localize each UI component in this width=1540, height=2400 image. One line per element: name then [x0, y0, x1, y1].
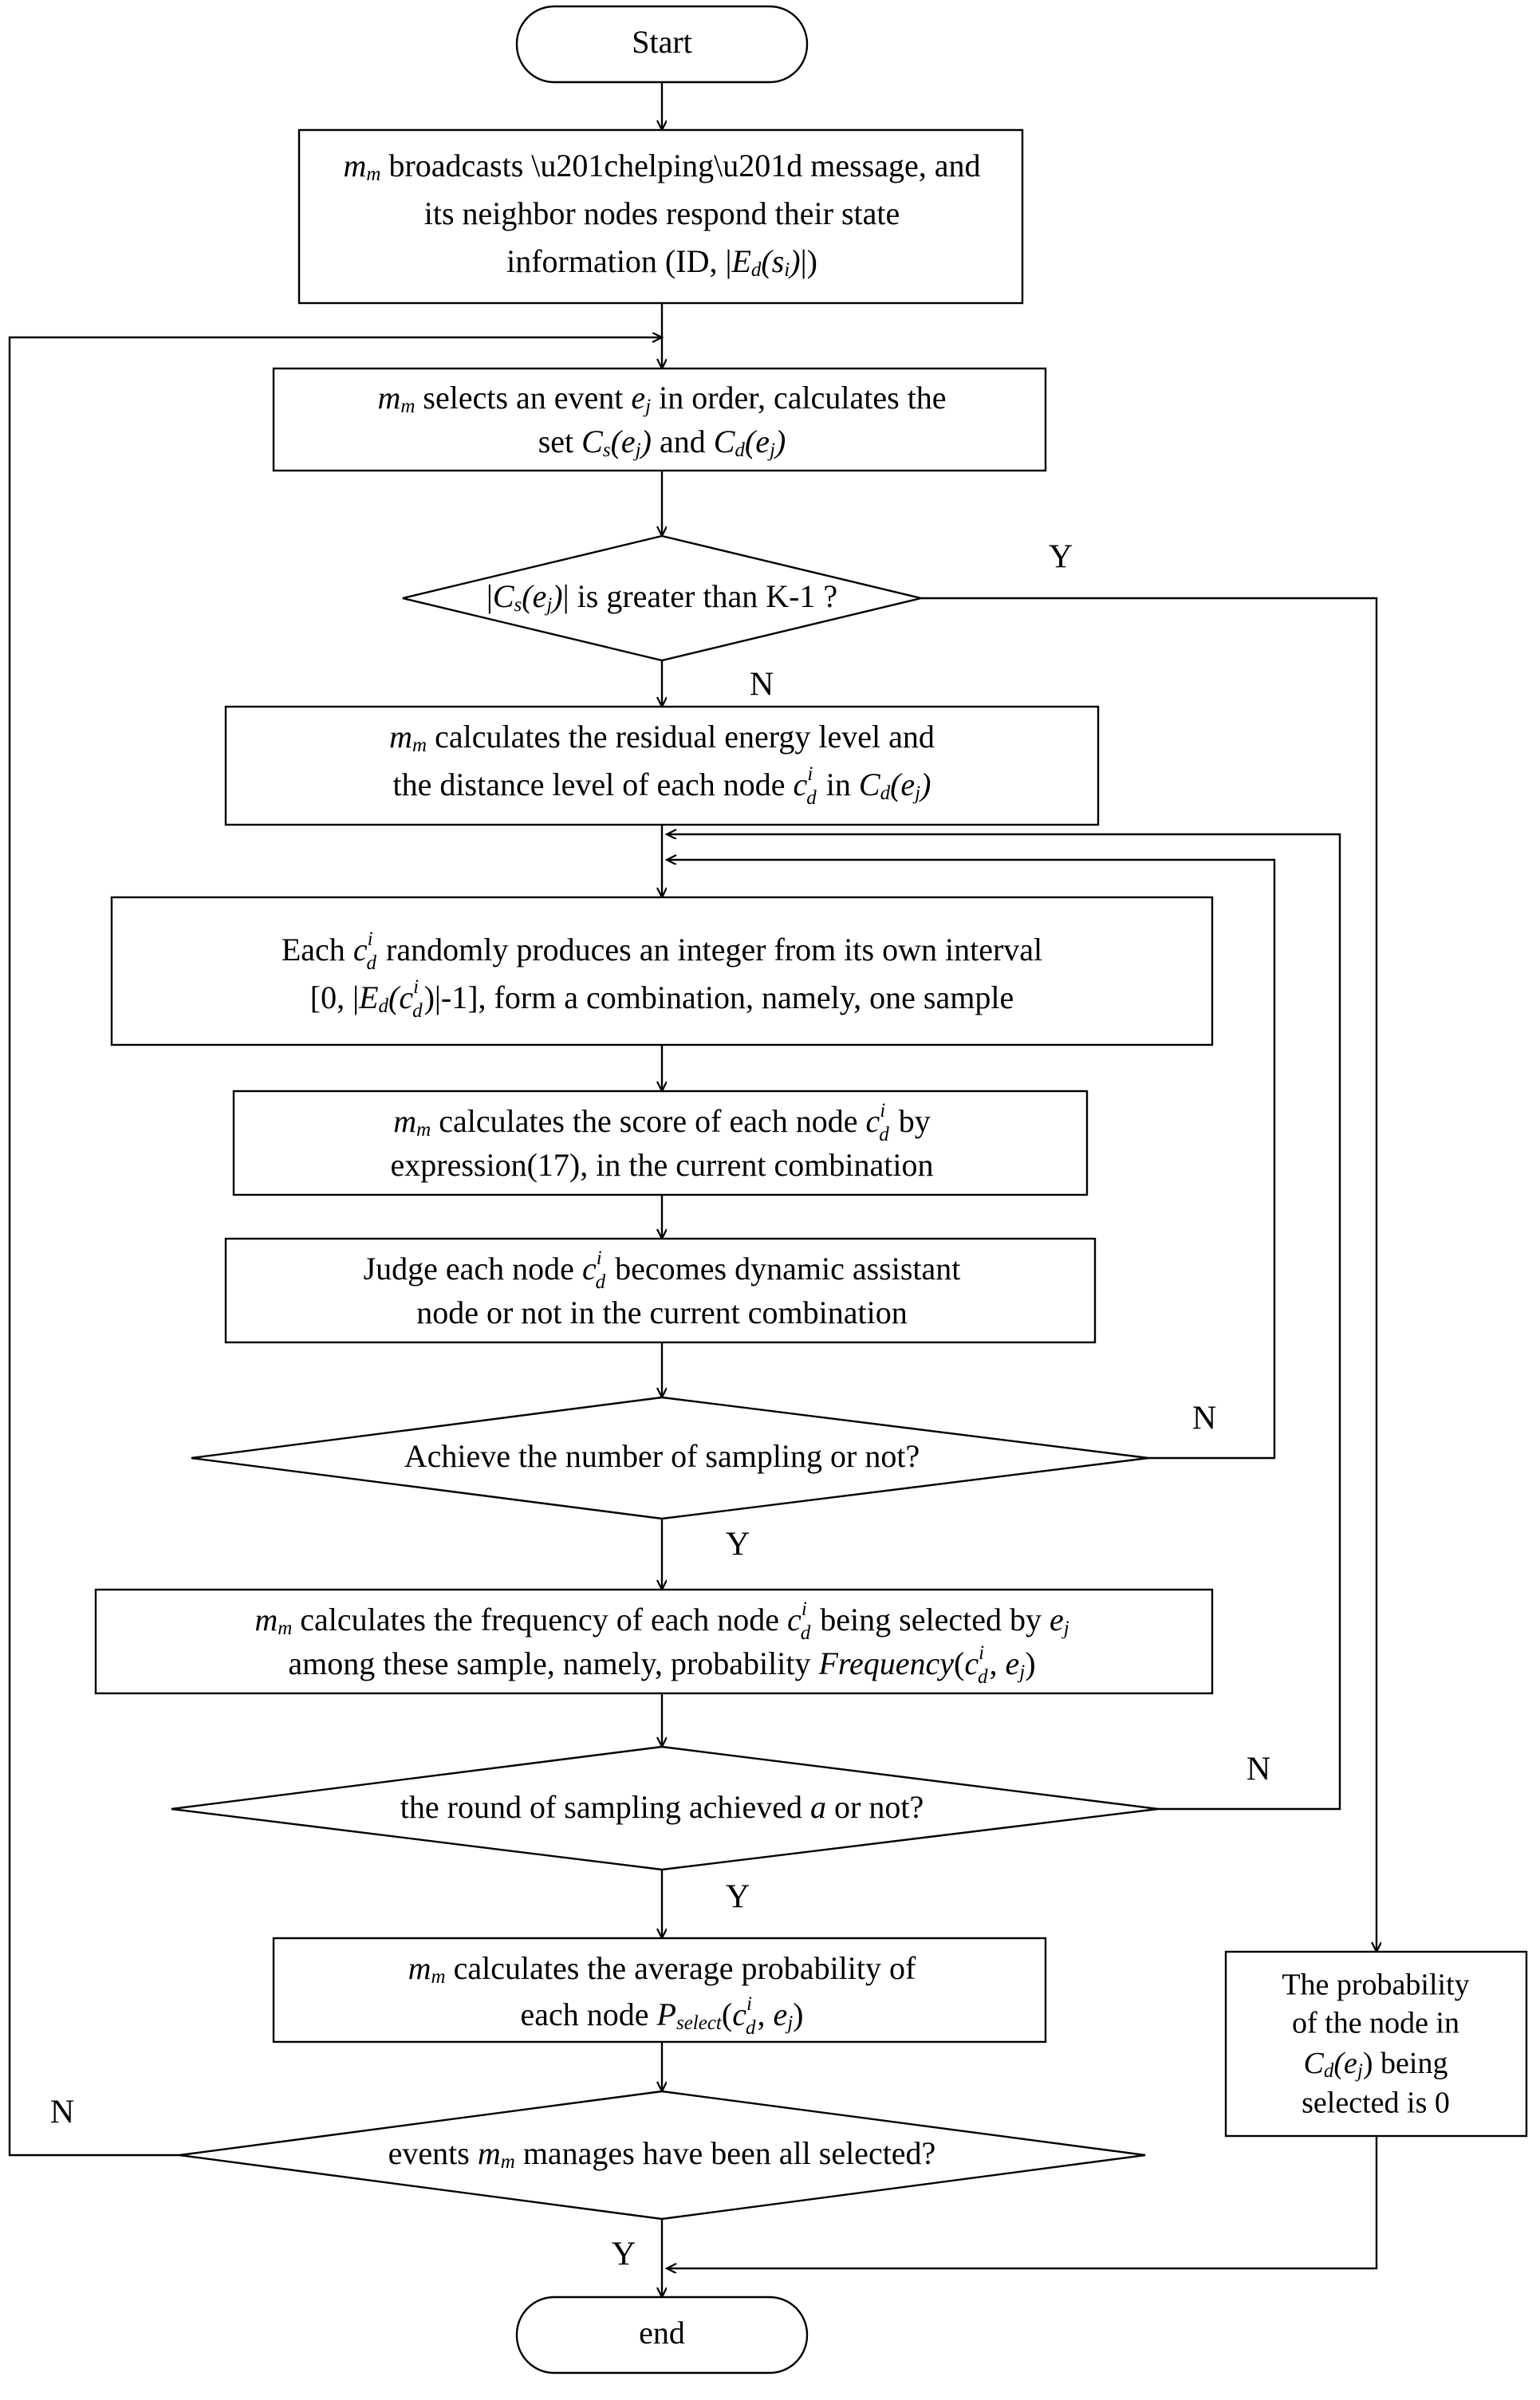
node-decide-all-events-label: events $m_m$ manages have been all selected? — [388, 2135, 936, 2173]
node-random-integer-line2: [0, $|E_d(c^i$ d)|-1], form a combination, namely, one sample — [309, 975, 1014, 1022]
node-judge-line1: Judge each node $c^i$ d becomes dynamic assistant — [363, 1247, 961, 1293]
node-select-event-line1: $m_m$ selects an event $e_j$ in order, calculates the — [377, 380, 947, 417]
node-residual-energy-line1: $m_m$ calculates the residual energy level and — [389, 719, 935, 756]
node-broadcast-line2: its neighbor nodes respond their state — [423, 195, 900, 232]
node-random-integer-line1: Each $c^i$ d randomly produces an integer from its own interval — [281, 928, 1043, 974]
node-decide-round-label: the round of sampling achieved a or not? — [400, 1789, 924, 1826]
node-decide-sampling-label: Achieve the number of sampling or not? — [404, 1438, 920, 1475]
node-score-line2: expression(17), in the current combination — [390, 1147, 934, 1184]
edge-label-sampling-no: N — [1191, 1400, 1217, 1437]
edge-label-k-no: N — [749, 666, 774, 703]
node-select-event-line2: set $C_s(e_j)$ and $C_d(e_j)$ — [538, 424, 786, 461]
node-end-label: end — [639, 2315, 685, 2351]
node-broadcast-line1: $m_m$ broadcasts \u201chelping\u201d message, and — [343, 148, 981, 185]
node-score-line1: $m_m$ calculates the score of each node $c^i$ d by — [393, 1099, 931, 1145]
node-frequency-line2: among these sample, namely, probability $Frequency(c^i$ d, $e_j$) — [288, 1641, 1036, 1688]
node-zero-probability-line4: selected is 0 — [1302, 2086, 1450, 2120]
edge-label-all-events-yes: Y — [611, 2236, 636, 2273]
node-decide-k-label: $|C_s(e_j)|$ is greater than K-1 ? — [486, 578, 838, 616]
edge-label-round-yes: Y — [725, 1878, 750, 1916]
node-avg-probability-line1: $m_m$ calculates the average probability of — [408, 1950, 916, 1988]
node-random-integer[interactable] — [112, 897, 1212, 1045]
node-frequency-line1: $m_m$ calculates the frequency of each node $c^i$ d being selected by $e_j$ — [254, 1598, 1069, 1644]
node-avg-probability-line2: each node $P_{select}(c^i$ d, $e_j$) — [520, 1992, 804, 2039]
node-start-label: Start — [632, 24, 692, 61]
edge-label-sampling-yes: Y — [725, 1526, 750, 1563]
node-zero-probability-line1: The probability — [1282, 1968, 1470, 2002]
node-zero-probability-line2: of the node in — [1291, 2006, 1460, 2040]
node-residual-energy-line2: the distance level of each node $c^i$ d in $C_d(e_j)$ — [392, 763, 931, 809]
node-judge-line2: node or not in the current combination — [416, 1295, 908, 1331]
edge-label-round-no: N — [1246, 1751, 1271, 1788]
node-broadcast-line3: information (ID, $|E_d(s_i)|$) — [506, 243, 817, 281]
edge-label-k-yes: Y — [1048, 538, 1073, 576]
node-zero-probability-line3: $C_d(e_j)$ being — [1303, 2046, 1448, 2082]
edge-label-all-events-no: N — [49, 2094, 75, 2131]
